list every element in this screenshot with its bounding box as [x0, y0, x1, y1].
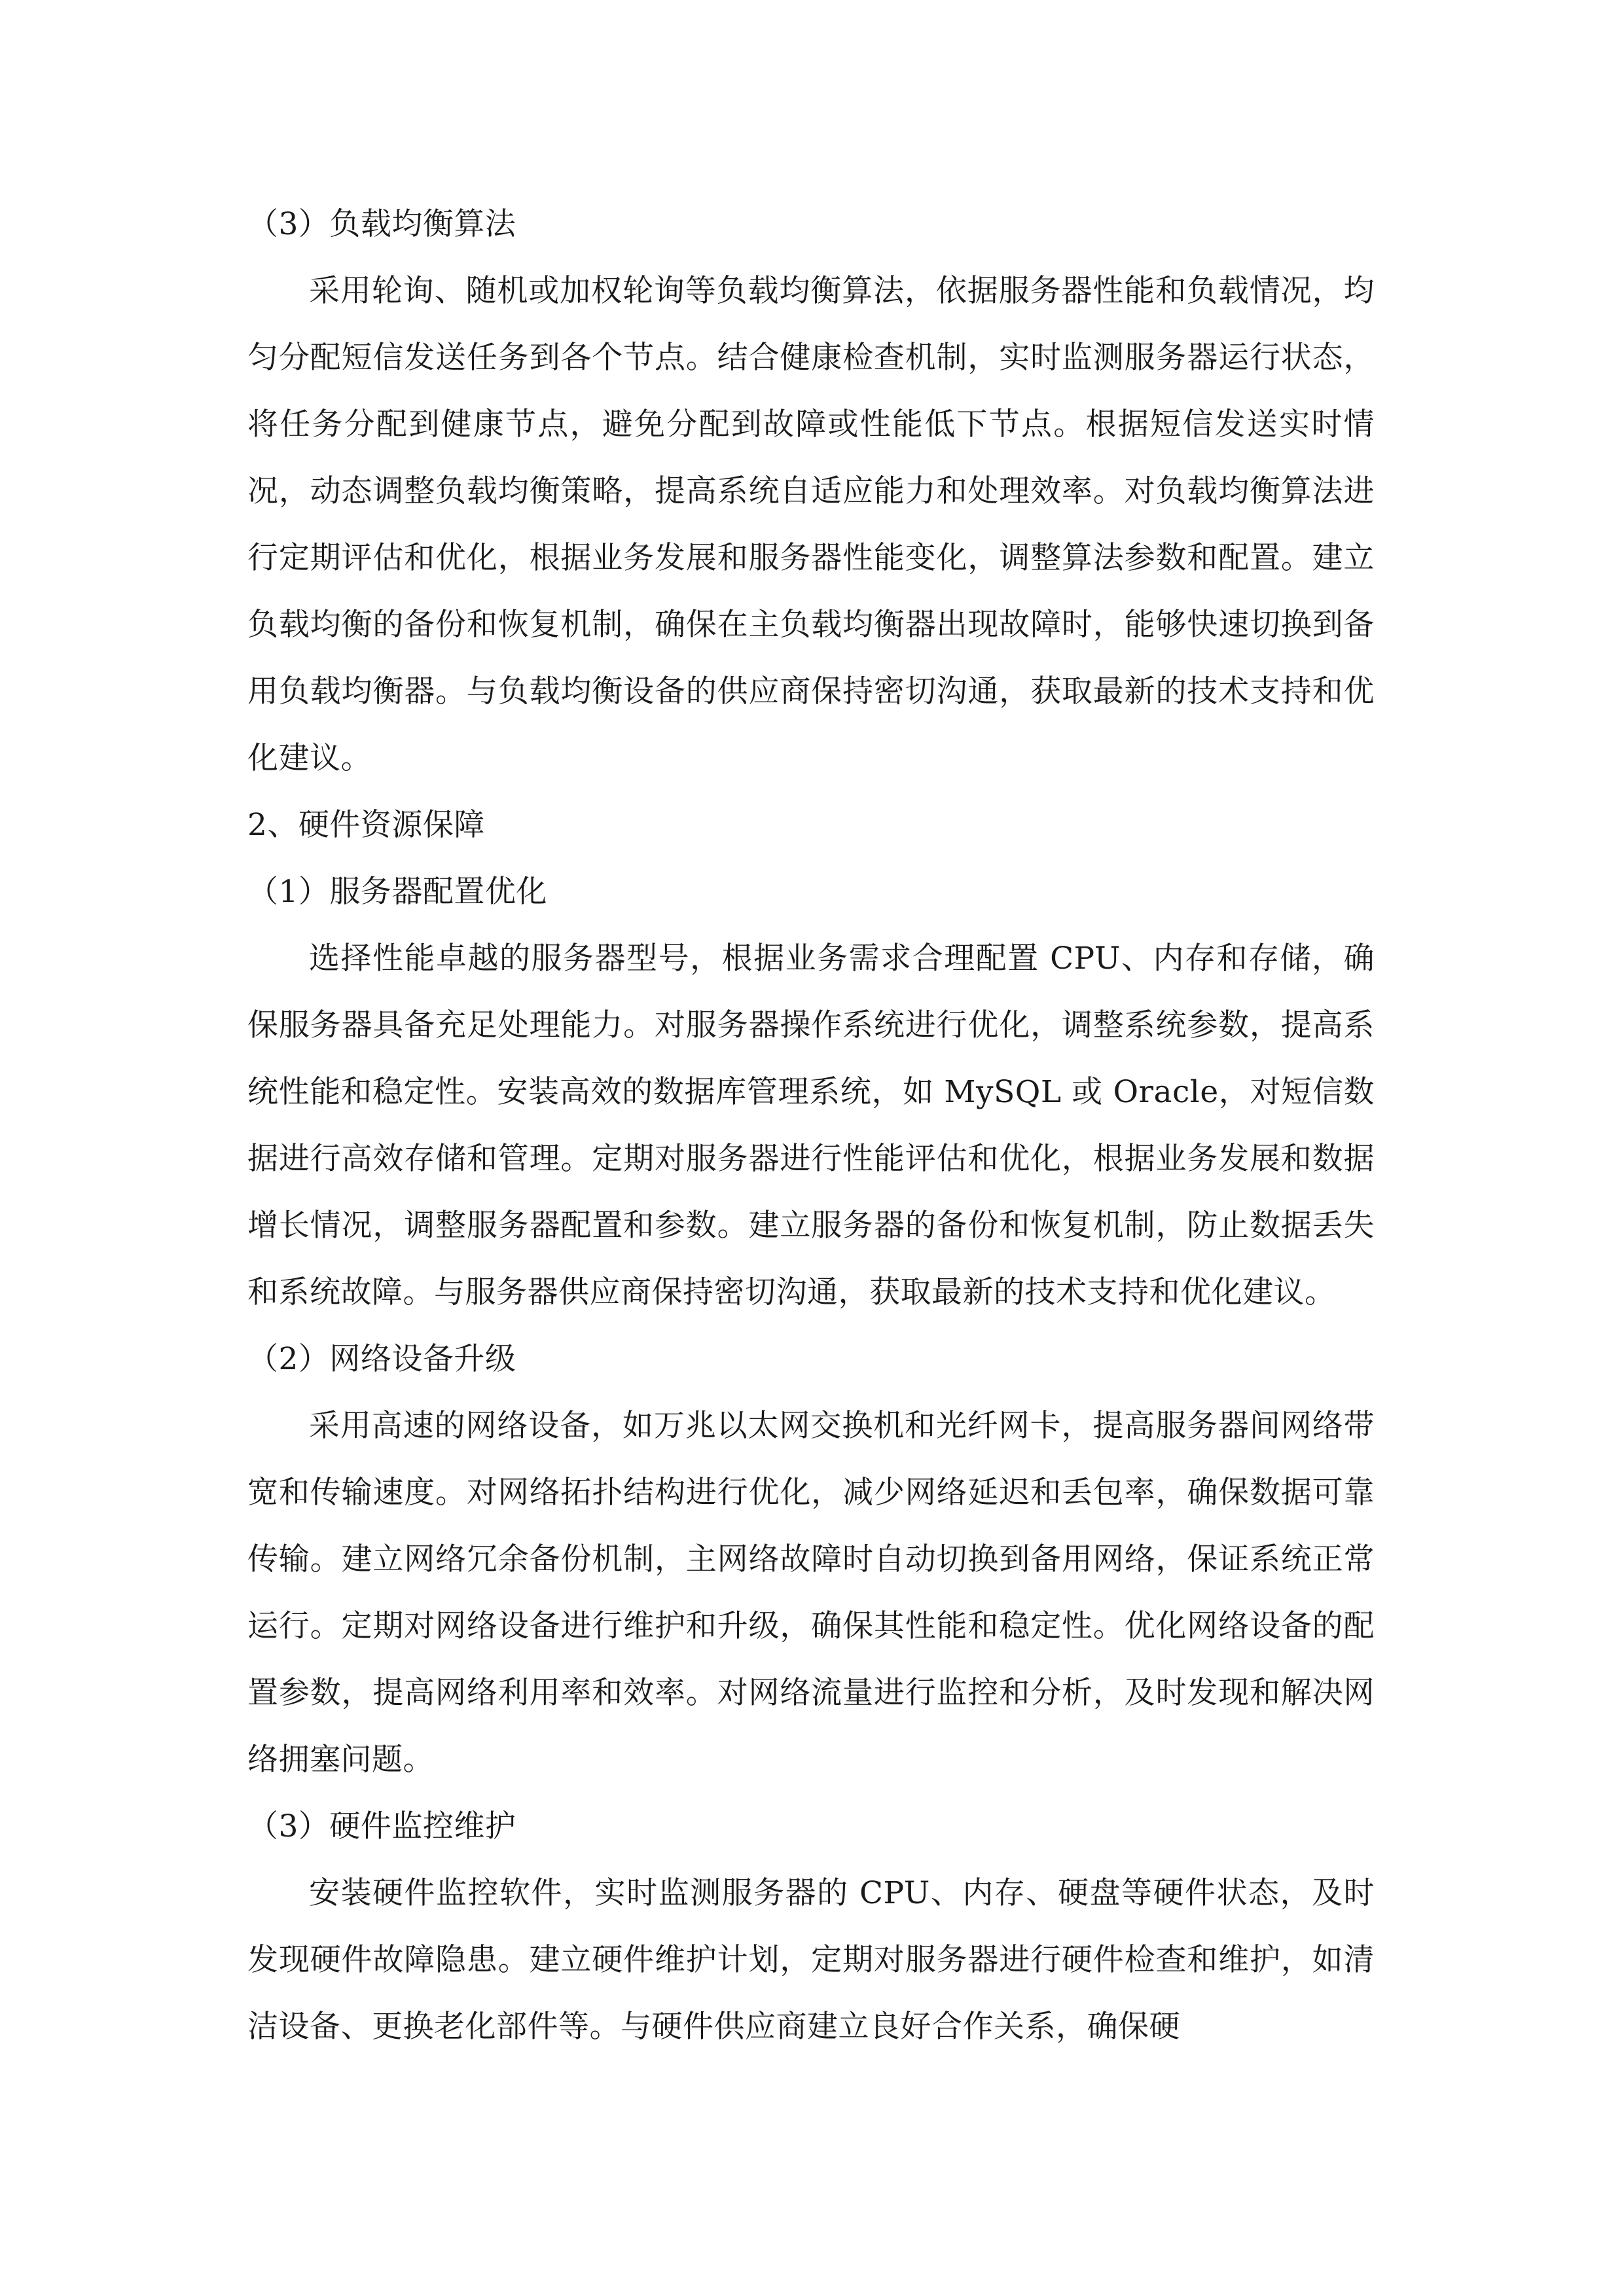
paragraph-network-device-upgrade: 采用高速的网络设备，如万兆以太网交换机和光纤网卡，提高服务器间网络带宽和传输速度。对网络拓扑结构进行优化，减少网络延迟和丢包率，确保数据可靠传输。建立网络冗余备份机制，主网络故障时自动切换到备用网络，保证系统正常运行。定期对网络设备进行维护和升级，确保其性能和稳定性。优化网络设备的配置参数，提高网络利用率和效率。对网络流量进行监控和分析，及时发现和解决网络拥塞问题。 — [247, 1408, 1375, 1778]
heading-network-device-upgrade: （2）网络设备升级 — [247, 1341, 516, 1377]
paragraph-hardware-monitoring: 安装硬件监控软件，实时监测服务器的 CPU、内存、硬盘等硬件状态，及时发现硬件故障隐患。建立硬件维护计划，定期对服务器进行硬件检查和维护，如清洁设备、更换老化部件等。与硬件供应商建立良好合作关系，确保硬 — [247, 1875, 1375, 2045]
heading-server-config-optimization: （1）服务器配置优化 — [247, 874, 547, 910]
document-body — [247, 191, 1375, 2060]
section-heading-hardware-resources: 2、硬件资源保障 — [247, 807, 485, 843]
heading-load-balancing-algorithm: （3）负载均衡算法 — [247, 206, 516, 242]
paragraph-load-balancing-algorithm: 采用轮询、随机或加权轮询等负载均衡算法，依据服务器性能和负载情况，均匀分配短信发送任务到各个节点。结合健康检查机制，实时监测服务器运行状态，将任务分配到健康节点，避免分配到故障或性能低下节点。根据短信发送实时情况，动态调整负载均衡策略，提高系统自适应能力和处理效率。对负载均衡算法进行定期评估和优化，根据业务发展和服务器性能变化，调整算法参数和配置。建立负载均衡的备份和恢复机制，确保在主负载均衡器出现故障时，能够快速切换到备用负载均衡器。与负载均衡设备的供应商保持密切沟通，获取最新的技术支持和优化建议。 — [247, 273, 1375, 776]
paragraph-server-config-optimization: 选择性能卓越的服务器型号，根据业务需求合理配置 CPU、内存和存储，确保服务器具备充足处理能力。对服务器操作系统进行优化，调整系统参数，提高系统性能和稳定性。安装高效的数据库管理系统，如 MySQL 或 Oracle，对短信数据进行高效存储和管理。定期对服务器进行性能评估和优化，根据业务发展和数据增长情况，调整服务器配置和参数。建立服务器的备份和恢复机制，防止数据丢失和系统故障。与服务器供应商保持密切沟通，获取最新的技术支持和优化建议。 — [247, 941, 1375, 1310]
heading-hardware-monitoring: （3）硬件监控维护 — [247, 1808, 516, 1844]
